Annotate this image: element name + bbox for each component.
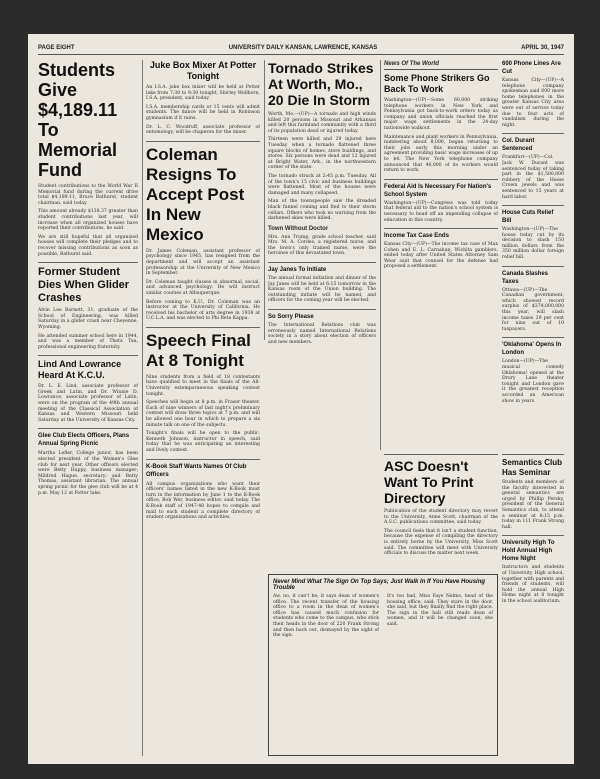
tornado-subhead: Town Without Doctor bbox=[268, 225, 329, 232]
article-text: Publication of the student directory may revert to the University, Anne Scott, chairman of the A.S.C. publications committee, said today. bbox=[384, 509, 498, 526]
relief-bill-article bbox=[502, 205, 564, 261]
article-text: Speeches will begin at 8 p.m. in Fraser theater. Each of nine winners of last night's preliminary contest will draw three topics at 7 p.m. and will be allowed one hour in which to prepare a six minute talk on one of the subjects. bbox=[146, 400, 260, 428]
issue-date: APRIL 30, 1947 bbox=[521, 45, 564, 51]
news-of-the-world-banner: News Of The World bbox=[384, 60, 498, 70]
page-number: PAGE EIGHT bbox=[38, 45, 75, 51]
article-text: Frankfurt—(UP)—Col. Jack W. Durant was sentenced today of taking part in the $1,500,000 robbery of the Hesse Crown jewels and was sentenced to 15 years at hard labor. bbox=[502, 155, 564, 200]
article-text: Washington—(UP)—Congress was told today that federal aid to the nation's school system is necessary to head off an impending collapse of education in this country. bbox=[384, 200, 498, 223]
durant-article bbox=[502, 133, 564, 200]
article-text: Dr. Coleman taught classes in abnormal, social, and advanced psychology. He will instruct similar courses at Albuquerque. bbox=[146, 279, 260, 296]
column-3 bbox=[268, 60, 376, 360]
article-text: He attended summer school here in 1944, and was a member of Theta Tau, professional engineering fraternity. bbox=[38, 333, 138, 350]
masthead bbox=[38, 44, 564, 55]
article-text: All campus organizations who want their officers' names listed in the new K-Book must turn in the information by June 1 to the K-Book office, Bob Wer, business editor, said today. The K-Book staff of 1947-48 hopes to compile and mail to each student a complete directory of student organizations and activities. bbox=[146, 481, 260, 521]
jay-janes-headline: Jay Janes To Initiate bbox=[268, 267, 327, 274]
article-text: London—(UP)—The musical comedy Oklahoma! opened at the Drury Lane theater tonight and London gave it the greatest reception accorded an American show in years. bbox=[502, 359, 564, 404]
canada-article bbox=[502, 266, 564, 333]
article-text: The International Relations club was erroneously named International Relations society in a story about election of officers and new members. bbox=[268, 323, 376, 345]
coleman-headline: Coleman Resigns To Accept Post In New Mexico bbox=[146, 144, 245, 244]
article-text: We are still hopeful that all organized houses will complete their pledges and to recover missing contributions as soon as possible, Bathurst said. bbox=[38, 234, 138, 257]
juke-box-headline: Juke Box Mixer At Potter Tonight bbox=[149, 60, 257, 81]
glee-club-article bbox=[38, 428, 138, 496]
coleman-article bbox=[146, 141, 260, 322]
article-text: Aw, no, it can't be; it says dean of women's office. The recent transfer of the housing office to a room in the dean of women's office has caused much confusion for students who come to the campus, who stick their heads in the door of 220 Frank Strong and then back out, dismayed by the sight of the sign. bbox=[273, 594, 379, 639]
phone-lines-headline: 600 Phone Lines Are Cut bbox=[502, 61, 561, 75]
memorial-fund-headline: Students Give $4,189.11 To Memorial Fund bbox=[38, 60, 118, 180]
article-text: I.S.A. membership cards or 15 cents will admit students. The dance will be held in Robinson gymnasium if it rains. bbox=[146, 104, 260, 121]
article-text: Alvin Lee Barnett, 31, graduate of the School of Engineering, was killed Saturday in a glider crash near Cheyenne, Wyoming. bbox=[38, 308, 138, 330]
article-text: Dr. James Coleman, assistant professor of psychology since 1945, has resigned from the department and will accept an assistant professorship at the University of New Mexico in September. bbox=[146, 248, 260, 277]
newspaper-page bbox=[28, 34, 574, 764]
lind-headline: Lind And Lowrance Heard At K.C.U. bbox=[38, 359, 122, 381]
phone-strike-headline: Some Phone Strikers Go Back To Work bbox=[384, 73, 490, 94]
column-4 bbox=[384, 60, 498, 450]
k-book-headline: K-Book Staff Wants Names Of Club Officers bbox=[146, 463, 247, 478]
column-rule bbox=[142, 60, 143, 756]
column-2 bbox=[146, 60, 260, 756]
article-text: The tornado struck at 2:45 p.m. Tuesday. All of the town's 15 civic and business buildings were flattened. Most of the houses were damaged and many collapsed. bbox=[268, 173, 376, 196]
housing-box-headline: Never Mind What The Sign On Top Says; Just Walk In If You Have Housing Trouble bbox=[273, 579, 486, 591]
article-text: Martha Lefler, College junior, has been elected president of the Women's Glee club for next year. Other officers elected were Betty Happy, business manager; Mildred Hague, secretary; and Betty Thomas, assistant librarian. The annual spring picnic for the glee club will be at 4 p.m. May 12 at Potter lake. bbox=[38, 451, 138, 496]
article-text: Dr. L. C. Woodruff, associate professor of entomology, will be chaperon for the mixer. bbox=[146, 124, 260, 136]
high-home-article bbox=[502, 535, 564, 604]
federal-aid-headline: Federal Aid Is Necessary For Nation's School System bbox=[384, 183, 492, 198]
lind-article bbox=[38, 355, 138, 423]
article-text: Dr. L. E. Lind, associate professor of Greek and Latin, and Dr. Winnie D. Lowrance, associate professor of Latin, were on the program of the 49th annual meeting of the Classical Association of Kansas and Western Missouri held Saturday at the University of Kansas City. bbox=[38, 384, 138, 423]
article-text: Thirteen were killed and 29 injured here Tuesday when a tornado flattened three square blocks of homes, store buildings, and stores. Six persons were dead and 12 injured at Bright Water, Ark., in the northwestern corner of the state. bbox=[268, 137, 376, 171]
article-text: Washington—(UP)—Some 60,000 striking telephone workers in New York and Pennsylvania got back-to-work orders today as company and union officials reached the first major wage settlements in the 24-day nationwide walkout. bbox=[384, 98, 498, 131]
article-text: Before coming to K.U., Dr. Coleman was an instructor at the University of California. He received his bachelor of arts degree in 1938 at U.C.L.A. and was elected to Phi Beta Kappa. bbox=[146, 299, 260, 322]
so-sorry-article bbox=[268, 309, 376, 345]
relief-bill-headline: House Cuts Relief Bill bbox=[502, 210, 554, 225]
durant-headline: Col. Durant Sentenced bbox=[502, 138, 535, 153]
article-text: Student contributions to the World War II Memorial fund during the current drive total $4,189.11, Bruce Bathurst, student chairman, said today. bbox=[38, 184, 138, 206]
article-text: Tonight's finals will be open to the public. Kenneth Johnson, instructor in speech, said today that he was anticipating an interesting and lively contest. bbox=[146, 431, 260, 453]
article-text: This amount already $138.37 greater than student contributions last year, will increase when all organized houses have reported their contributions, he said. bbox=[38, 209, 138, 232]
income-tax-article bbox=[384, 228, 498, 270]
column-rule bbox=[380, 60, 381, 450]
federal-aid-article bbox=[384, 179, 498, 223]
article-text: Man of the townspeople saw the dreaded black funnel coming and fled to their storm cellars. Others who took no warning from the darkened skies were killed. bbox=[268, 199, 376, 222]
glider-article bbox=[38, 262, 138, 350]
speech-article bbox=[146, 327, 260, 454]
paper-name: UNIVERSITY DAILY KANSAN, LAWRENCE, KANSAS bbox=[228, 45, 378, 51]
article-text: Maintenance and plant workers in Pennsylvania, numbering about 8,000, began returning to their jobs early this morning under an agreement providing basic wage increases of up to $4. The New York telephone company announced that 40,000 of its workers would return to work. bbox=[384, 134, 498, 174]
article-text: Kansas City—(UP)—The income tax case of Max Cohen and E. L. Carnahan, Wichita gamblers, ended today after United States Attorney Sam Wear said that counsel for the defense had proposed a settlement. bbox=[384, 242, 498, 270]
article-text: Nine students from a field of 18 contestants have qualified to meet in the finals of the All-University extemporaneous speaking contest tonight. bbox=[146, 374, 260, 397]
article-text: Instructors and students of University High school, together with parents and friends of students, will hold the annual High Home night at 8 tonight in the school auditorium. bbox=[502, 565, 564, 604]
semantics-headline: Semantics Club Has Seminar bbox=[502, 458, 563, 477]
glee-club-headline: Glee Club Elects Officers, Plans Annual Spring Picnic bbox=[38, 433, 130, 448]
article-text: Worth, Mo.—(UP)—A tornado and high winds killed 20 persons in Missouri and Arkansas and left this farmland community with a third of its population dead or injured today. bbox=[268, 112, 376, 134]
jay-janes-article bbox=[268, 262, 376, 304]
article-text: Mrs. Ann Trump, grade school teacher, said Mrs. M. A. Cordes, a registered nurse, and the town's only trained nurse, were the heroines of this devastated town. bbox=[268, 234, 376, 257]
k-book-article bbox=[146, 459, 260, 521]
article-text: The council feels that it isn't a student function, because the expense of compiling the directory is entirely borne by the University, Miss Scott said. The committee will meet with University officials to discuss the matter next week. bbox=[384, 528, 498, 557]
article-text: An I.S.A. juke box mixer will be held at Potter lake from 7:30 to 9:30 tonight, Shirley Wellborn, I.S.A. president, said today. bbox=[146, 85, 260, 102]
column-1 bbox=[38, 60, 138, 756]
article-text: It's too bad, Miss Faye Nelms, head of the housing office, said. They stare in the door, she said, but they finally find the right place. The sign in the hall still reads dean of women, and it will be changed soon, she said. bbox=[387, 594, 493, 627]
asc-headline: ASC Doesn't Want To Print Directory bbox=[384, 458, 474, 506]
article-text: Students and members of the faculty interested in general semantics are urged by Phillip Persky, president of the General Semantics club, to attend a seminar at 8:15 p.m. today in 111 Frank Strong hall. bbox=[502, 480, 564, 530]
article-text: Washington—(UP)—The house today cut by its decision to slash 150 million dollars from the 350 million dollar foreign relief bill. bbox=[502, 227, 564, 261]
income-tax-headline: Income Tax Case Ends bbox=[384, 233, 449, 240]
article-text: Kansas City—(UP)—A telephone company spokesman said 600 more home telephones in the greater Kansas City area were out of service today due to four acts of vandalism during the night. bbox=[502, 78, 564, 128]
canada-headline: Canada Slashes Taxes bbox=[502, 270, 549, 285]
article-text: Ottawa—(UP)—The Canadian government, which showed record surplus of $374,000,000 this year, will slash income taxes 29 per cent for nine out of 10 taxpayers. bbox=[502, 287, 564, 332]
tornado-headline: Tornado Strikes At Worth, Mo., 20 Die In Storm bbox=[268, 60, 374, 108]
housing-box bbox=[268, 574, 498, 756]
column-5-lower bbox=[502, 454, 564, 754]
article-text: The annual formal initiation and dinner of the Jay Janes will be held at 6:15 tomorrow in the Kansas room of the Union building. The outstanding initiate will be named, and officers for the coming year will be elected. bbox=[268, 276, 376, 304]
oklahoma-article bbox=[502, 337, 564, 404]
so-sorry-headline: So Sorry Please bbox=[268, 314, 314, 321]
column-rule bbox=[264, 60, 265, 340]
glider-headline: Former Student Dies When Glider Crashes bbox=[38, 266, 130, 305]
oklahoma-headline: 'Oklahoma' Opens In London bbox=[502, 342, 562, 357]
speech-headline: Speech Final At 8 Tonight bbox=[146, 330, 251, 370]
high-home-headline: University High To Hold Annual High Home Night bbox=[502, 540, 555, 563]
